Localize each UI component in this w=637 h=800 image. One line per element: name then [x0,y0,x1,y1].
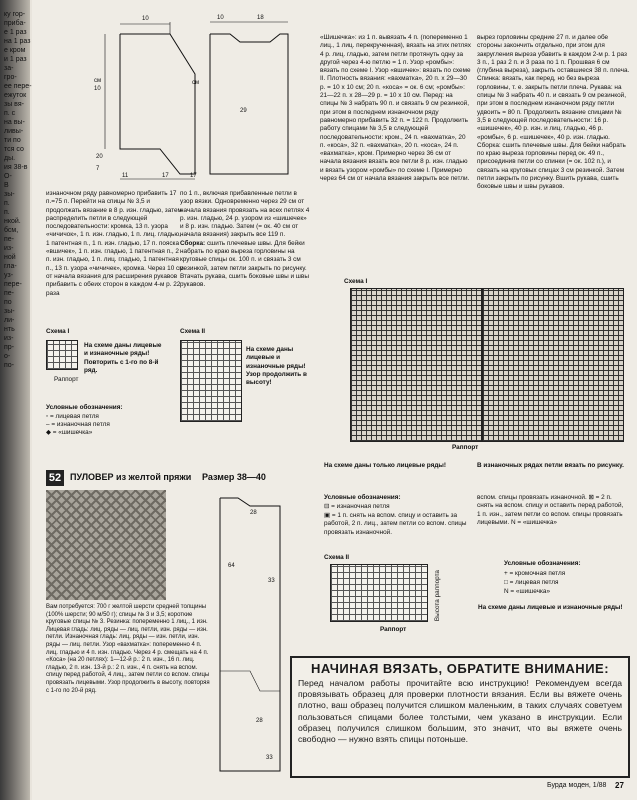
left-strip-line: е 1 раз [4,29,27,36]
legend-2-item: ▣ = 1 п. снять на вспом. спицу и оставить за работой, 2 п. лиц., затем петли со вспом. спицы провязать изнаночной. [324,512,467,536]
left-strip-line: В [4,182,9,189]
item-title: ПУЛОВЕР из желтой пряжи [70,472,192,482]
item-size: Размер 38—40 [202,472,266,482]
left-strip-line: нкой. [4,218,21,225]
notice-body: Перед началом работы прочитайте всю инструкцию! Рекомендуем всегда провязывать образец для проверки плотности вязания. Если вы вяжете очень плотно, ваш образец получится слишком маленьким, в таких случаях советуем пользоваться спицами более толстыми, чем указано в инструкции. Если образец получился слишком большим, это значит, что вы вяжете очень свободно — нужно взять спицы потоньше. [298,678,622,745]
left-strip-line: по [4,299,12,306]
left-strip-line: уз- [4,272,14,279]
legend-2-title: Условные обозначения: [324,494,401,501]
dim-label: 11 [122,173,129,179]
materials-and-stitches: Вам потребуется: 700 г желтой шерсти средней толщины (100% шерсти; 90 м/50 г); спицы № 3 и 3,5; короткие круговые спицы № 3. Резинка: попеременно 1 лиц., 1 изн. Лицевая гладь: лиц. ряды — лиц. петли, изн. ряды — изн. петли. Изнаночная гладь: лиц. ряды — изн. петли, изн. ряды — лиц. петли. Узор «вахматка»: попеременно 4 п. лиц. гладью и 4 п. изн. гладью. Через 4 р. смещать на 4 п. «Коса» (на 20 петлях): 1—12-й р.: 2 п. изн., 16 п. лиц. гладью, 2 п. изн. 13-й р.: 2 п. изн., 4 п. снять на вспом. спицу перед работой, 4 лиц., затем петли со вспом. спицы провязать лицевыми. Узор продолжить в высоту, повторяя с 1-го по 20-й ряд. [46,604,210,694]
instructions-column-1: изнаночном ряду равномерно прибавить 17 п.=75 п. Перейти на спицы № 3,5 и продолжать вязание в 8 р. изн. гладью, затем распределить петли в следующей последовательности: кромка, 13 п. узора «чичичок», 1 п. изн. гладью, 1 п. лиц. гладью, 1 патентная п., 1 п. изн. гладью, 17 п. пояска «вшичек», 1 п. изн. гладью, 1 патентная п., 2 п. изн. гладью, 1 п. лиц. гладью, 1 патентная п., 13 п. узора «чичичек», кромка. Через 10 см от начала вязания для расширения рукавов прибавить с обеих сторон в каждом 4-м р. 22 раза [46,190,184,297]
footer-magazine: Бурда моден, 1/88 [547,782,607,789]
instructions-column-2 [180,190,310,290]
legend-3-title: Условные обозначения: [504,560,581,567]
left-strip-line: на 1 раз [4,38,31,45]
legend-2-right: вспом. спицы провязать изнаночной. ⊠ = 2 п. снять на вспом. спицу и оставить перед работой, 1 п. изн., затем петли со вспом. спицы провязать лицевыми. N = «шишечка» [477,494,624,526]
left-strip-line: зы- [4,191,15,198]
note-only-face-rows: На схеме даны только лицевые ряды! [324,462,446,469]
left-strip-line: на вы- [4,119,25,126]
item-number-badge: 52 [46,470,64,486]
left-strip-line: ли- [4,317,15,324]
left-strip-line: по- [4,362,15,369]
dim-label: 7 [96,166,100,172]
big-knitting-chart [350,288,482,442]
left-strip-line: нть [4,326,15,333]
col2-body: по 1 п., включая прибавленные петли в узор вязки. Одновременно через 29 см от начала вязания провязать на всех петлях 4 р. изн. гладью, 24 р. узором из «шишечек» и 8 р. изн. гладью. Затем (= ок. 40 см от начала вязания) закрыть все 119 п. [180,190,310,239]
notice-title: НАЧИНАЯ ВЯЗАТЬ, ОБРАТИТЕ ВНИМАНИЕ: [310,661,610,676]
dim-label: 17 [162,173,169,179]
left-strip-line: приба- [4,20,26,27]
page-sheet [32,0,637,800]
dim-label: 18 [257,15,264,21]
left-strip-line: ти по [4,137,21,144]
dim-label: 33 [268,578,275,584]
scheme-2-title: Схема II [180,328,206,335]
dim-label: 33 [266,755,273,761]
left-strip-line: ия 38-в [4,164,28,171]
left-strip-line: ды. [4,155,16,162]
left-strip-line: из- [4,335,14,342]
dim-label: 64 [228,563,235,569]
scheme-1-rapport-label: Раппорт [54,376,79,383]
legend-2-item: ⊟ = изнаночная петля [324,503,390,510]
scheme-2-chart [180,340,242,422]
dim-label: 10 [94,86,101,92]
dim-label: 10 [142,16,149,22]
scheme-1-note: На схеме даны лицевые и изнаночные ряды! Повторить с 1-го по 8-й ряд. [84,342,162,374]
left-strip-line: п. с [4,110,16,117]
legend-item: ◆ = «шишечка» [46,429,93,436]
left-strip-line: пе- [4,290,15,297]
left-strip-line: ку гор- [4,11,26,18]
legend-3-item: N = «шишечка» [504,588,550,595]
assembly-text: сшить плечевые швы. Для бейки набрать по краю выреза горловины на круговые спицы ок. 100 п. и связать 3 см резинкой, затем петли закрыть по рисунку. Втачать рукава, сшить боковые швы и швы рукавов. [180,239,309,289]
legend-title: Условные обозначения: [46,404,123,411]
dim-label: 28 [256,718,263,724]
left-strip-line: п. [4,209,10,216]
left-strip-line: о- [4,353,11,360]
left-strip-line: гро- [4,74,17,81]
left-strip-line: пе- [4,236,15,243]
dim-label: 29 [240,108,247,114]
note-purl-rows: В изнаночных рядах петли вязать по рисунку. [477,462,624,469]
left-strip-line: ливы- [4,128,24,135]
dim-label: 20 [96,154,103,160]
big-scheme-rapport: Раппорт [452,444,479,451]
dim-label: см [192,80,200,86]
dim-label: 10 [217,15,224,21]
left-strip-line: бсм, [4,227,19,234]
legend-3-item: + = кромочная петля [504,570,566,577]
left-strip-line: О- [4,173,12,180]
instructions-column-4: вырез горловины средние 27 п. и далее обе стороны закончить отдельно, при этом для закругления выреза убавить в каждом 2-м р. 1 раз 3 п., 1 раз 2 п. и 3 раза по 1 п. Прошвая 6 см (глубина выреза), закрыть оставшиеся 38 п. плеча. Спинка: вязать, как перед, но без выреза горловины, т. е. закрыть петли плеча. Рукава: на спицы № 3 набрать 40 п. и связать 9 см резинкой, при этом в последнем изнаночном ряду петли удвоить = 80 п. Продолжить вязание спицами № 3,5 в следующей последовательности: 16 р. «шишечек», 40 р. изн. и лиц. гладью, 46 р. «ромбы», 6 р. «шишечек», 40 р. изн. гладью. Сборка: сшить плечевые швы. Для бейки набрать по краю выреза горловины перед ок. 49 п., присоединив петли со спинки (= ок. 102 п.), и связать на круговых спицах 3 см резинкой. Затем петли закрыть по рисунку. Вшить рукава, сшить боковые швы и швы рукавов. [477,34,630,191]
left-strip-line: п. [4,200,10,207]
left-strip-line: пере- [4,281,22,288]
left-strip-line: и 1 раз [4,56,27,63]
big-scheme-title: Схема I [344,278,368,285]
scheme-2b-chart [330,564,428,622]
body-pattern-diagram [200,14,295,184]
scheme-1-title: Схема I [46,328,70,335]
note-bottom-right: На схеме даны лицевые и изнаночные ряды! [478,604,623,611]
legend-item: – = изнаночная петля [46,421,110,428]
dim-label: 17 [190,173,197,179]
legend-item: ▫ = лицевая петля [46,413,99,420]
instructions-column-3: «Шишечка»: из 1 п. вывязать 4 п. (попеременно 1 лиц., 1 лиц. перекрученная), вязать на этих петлях 4 р. лиц. гладью, затем петли протянуть одну за другой через 4-ю петлю = 1 п. Узор «ромбы»: вязать по схеме I. Узор «вшичек»: вязать по схеме II. Плотность вязания: «вахматка», 20 п. x 29—30 р. = 10 x 10 см; 20 п. «коса» = ок. 6 см; «ромбы»: 21—22 п. x 28—29 р. = 10 x 10 см. Перед: на спицы № 3 набрать 90 п. и связать 9 см резинкой, при этом в последнем изнаночном ряду равномерно прибавить 32 п. = 122 п. Продолжить работу спицами № 3,5 в следующей последовательности: кром., 24 п. «вахматка», 20 п. «коса», 32 п. «вахматка», 20 п. «коса», 24 п. «вахматка», кром. Примерно через 36 см от начала вязания вязать все петли 8 р. изн. гладью и вязать узором «ромбы» по схеме I. Примерно через 64 см от начала вязания закрыть все петли. [320,34,471,183]
scheme-1-chart [46,340,78,370]
scheme-2b-title: Схема II [324,554,350,561]
dim-label: см [94,78,102,84]
previous-page-text-strip [4,10,32,370]
left-strip-line: ной [4,254,16,261]
footer-page-number: 27 [615,781,624,790]
assembly-label: Сборка: [180,239,206,247]
left-strip-line: гла- [4,263,17,270]
scheme-2b-rapport: Раппорт [380,626,407,633]
left-strip-line: зы- [4,308,15,315]
left-strip-line: е кром [4,47,26,54]
attention-notice [290,656,630,778]
left-strip-line: ее пере- [4,83,32,90]
left-strip-line: пр- [4,344,15,351]
big-knitting-chart-right [482,288,624,442]
left-strip-line: зы вя- [4,101,24,108]
left-strip-line: за- [4,65,14,72]
left-strip-line: тся со [4,146,24,153]
sweater-sketch [46,490,166,600]
legend-3-item: □ = лицевая петля [504,579,559,586]
scheme-2b-side-label: Высота раппорта [434,570,441,622]
sleeve-pattern-diagram [90,14,210,184]
left-strip-line: ежуток [4,92,27,99]
dim-label: 28 [250,510,257,516]
scheme-2-note: На схеме даны лицевые и изнаночные ряды! Узор продолжить в высоту! [246,346,307,387]
left-strip-line: из- [4,245,14,252]
